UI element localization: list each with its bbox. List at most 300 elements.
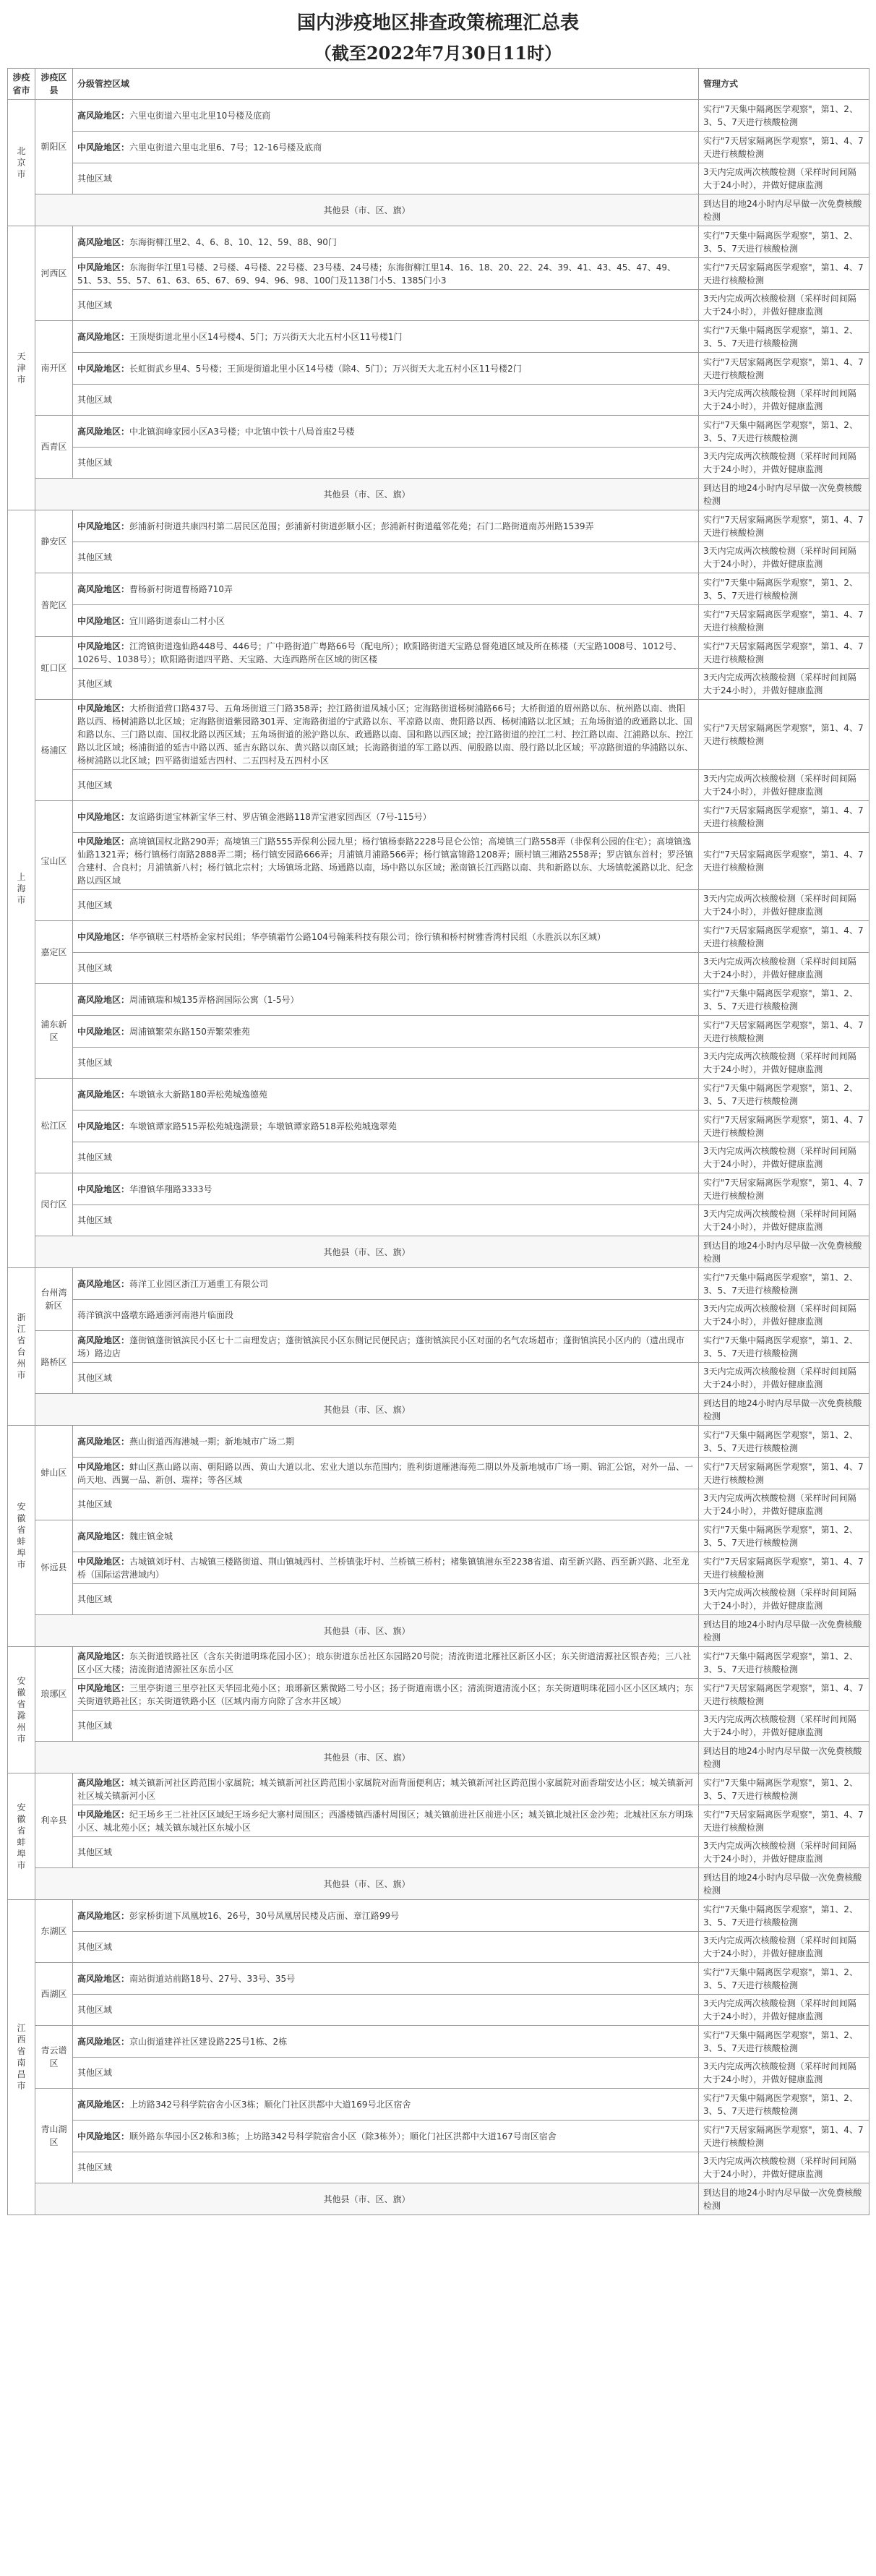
risk-level-label: 中风险地区： <box>77 1809 130 1820</box>
district-cell: 西青区 <box>35 416 73 479</box>
summary-method: 到达目的地24小时内尽早做一次免费核酸检测 <box>699 1236 869 1268</box>
summary-method: 到达目的地24小时内尽早做一次免费核酸检测 <box>699 1868 869 1900</box>
province-name: 北京市 <box>17 145 26 179</box>
district-cell: 台州湾新区 <box>35 1268 73 1331</box>
method-cell: 实行"7天居家隔离医学观察"，第1、4、7天进行核酸检测 <box>699 1458 869 1489</box>
table-row <box>8 1995 869 2026</box>
area-cell <box>73 510 699 542</box>
risk-level-label: 中风险地区： <box>77 811 130 822</box>
method-cell: 3天内完成两次核酸检测（采样时间间隔大于24小时），并做好健康监测 <box>699 163 869 194</box>
method-cell: 实行"7天集中隔离医学观察"，第1、2、3、5、7天进行核酸检测 <box>699 100 869 132</box>
area-text: 其他区域 <box>77 1215 113 1225</box>
summary-label: 其他县（市、区、旗） <box>35 194 699 226</box>
table-row <box>8 1142 869 1173</box>
table-row <box>8 385 869 416</box>
area-text: 其他区域 <box>77 1942 113 1952</box>
policy-sheet <box>7 7 869 2215</box>
area-text: 其他区域 <box>77 900 113 910</box>
table-row <box>8 921 869 953</box>
area-text: 蒋洋工业园区浙江万通重工有限公司 <box>129 1278 269 1289</box>
area-cell <box>73 448 699 479</box>
area-cell <box>73 801 699 833</box>
area-cell <box>73 1426 699 1458</box>
table-row <box>8 1489 869 1520</box>
risk-level-label: 高风险地区： <box>77 583 130 594</box>
risk-level-label: 高风险地区： <box>77 1531 130 1541</box>
header-area: 分级管控区域 <box>73 69 699 100</box>
risk-level-label: 中风险地区： <box>77 1556 130 1567</box>
area-cell <box>73 637 699 669</box>
method-cell: 实行"7天居家隔离医学观察"，第1、4、7天进行核酸检测 <box>699 1552 869 1584</box>
area-cell <box>73 1963 699 1995</box>
area-text: 其他区域 <box>77 1152 113 1163</box>
province-name: 江西省南昌市 <box>17 2023 26 2091</box>
area-text: 其他区域 <box>77 300 113 310</box>
area-text: 江湾镇街道逸仙路448号、446号；广中路街道广粤路66号（配电所）；欧阳路街道天宝路总督苑道区域及所在栋楼（天宝路1008号、1012号、1026号、1038号）；欧阳路街道四平路、天宝路、大连西路所在区域的街区楼 <box>77 641 682 664</box>
district-cell: 嘉定区 <box>35 921 73 984</box>
summary-method: 到达目的地24小时内尽早做一次免费核酸检测 <box>699 194 869 226</box>
method-cell: 实行"7天居家隔离医学观察"，第1、4、7天进行核酸检测 <box>699 637 869 669</box>
table-row <box>8 1963 869 1995</box>
area-text: 宜川路街道泰山二村小区 <box>129 615 226 626</box>
area-cell <box>73 226 699 258</box>
area-text: 长虹街武乡里4、5号楼；王顶堤街道北里小区14号楼（除4、5门）；万兴街天大北五村小区11号楼2门 <box>129 363 522 374</box>
province-cell <box>8 1647 35 1773</box>
area-text: 友谊路街道宝林新宝华三村、罗店镇金港路118弄宝港家园西区（7号-115号） <box>129 811 431 822</box>
method-cell: 3天内完成两次核酸检测（采样时间间隔大于24小时），并做好健康监测 <box>699 2152 869 2183</box>
method-cell: 实行"7天集中隔离医学观察"，第1、2、3、5、7天进行核酸检测 <box>699 1647 869 1679</box>
method-cell: 3天内完成两次核酸检测（采样时间间隔大于24小时），并做好健康监测 <box>699 1142 869 1173</box>
province-name: 安徽省滁州市 <box>17 1675 26 1744</box>
summary-method: 到达目的地24小时内尽早做一次免费核酸检测 <box>699 1742 869 1773</box>
table-row <box>8 1016 869 1048</box>
area-cell <box>73 605 699 637</box>
table-row <box>8 542 869 573</box>
area-text: 魏庄镇金城 <box>129 1531 173 1541</box>
area-cell <box>73 100 699 132</box>
area-cell <box>73 2058 699 2089</box>
table-row <box>8 1647 869 1679</box>
area-cell <box>73 833 699 890</box>
area-cell <box>73 1111 699 1142</box>
summary-method: 到达目的地24小时内尽早做一次免费核酸检测 <box>699 1394 869 1426</box>
province-cell <box>8 1426 35 1647</box>
area-cell <box>73 700 699 770</box>
summary-method: 到达目的地24小时内尽早做一次免费核酸检测 <box>699 1615 869 1647</box>
area-cell <box>73 1805 699 1837</box>
risk-level-label: 中风险地区： <box>77 1184 130 1194</box>
risk-level-label: 高风险地区： <box>77 1973 130 1984</box>
risk-level-label: 中风险地区： <box>77 641 130 651</box>
method-cell: 实行"7天居家隔离医学观察"，第1、4、7天进行核酸检测 <box>699 510 869 542</box>
method-cell: 实行"7天集中隔离医学观察"，第1、2、3、5、7天进行核酸检测 <box>699 1331 869 1363</box>
district-cell: 杨浦区 <box>35 700 73 801</box>
area-cell <box>73 1584 699 1615</box>
area-text: 其他区域 <box>77 2162 113 2173</box>
area-text: 其他区域 <box>77 552 113 562</box>
area-cell <box>73 573 699 605</box>
area-cell <box>73 1647 699 1679</box>
province-cell <box>8 226 35 510</box>
risk-level-label: 中风险地区： <box>77 521 130 531</box>
district-cell: 朝阳区 <box>35 100 73 194</box>
area-cell <box>73 1679 699 1711</box>
area-cell <box>73 1142 699 1173</box>
area-text: 中北镇润峰家园小区A3号楼；中北镇中铁十八局首座2号楼 <box>129 426 355 437</box>
district-cell: 琅琊区 <box>35 1647 73 1742</box>
method-cell: 3天内完成两次核酸检测（采样时间间隔大于24小时），并做好健康监测 <box>699 1837 869 1868</box>
risk-level-label: 中风险地区： <box>77 1682 130 1693</box>
district-cell: 南开区 <box>35 321 73 416</box>
risk-level-label: 高风险地区： <box>77 994 130 1005</box>
district-cell: 闵行区 <box>35 1173 73 1236</box>
area-text: 南站街道站前路18号、27号、33号、35号 <box>129 1973 296 1984</box>
header-row <box>8 69 869 100</box>
risk-level-label: 高风险地区： <box>77 426 130 437</box>
table-row <box>8 1805 869 1837</box>
method-cell: 实行"7天居家隔离医学观察"，第1、4、7天进行核酸检测 <box>699 2121 869 2152</box>
table-row <box>8 1584 869 1615</box>
area-cell <box>73 1363 699 1394</box>
area-text: 东海街华江里1号楼、2号楼、4号楼、22号楼、23号楼、24号楼；东海街柳江里14、16、18、20、22、24、39、41、43、45、47、49、51、53、55、57、61、63、65、67、69、94、96、98、100门及1138门小5、1385门小3 <box>77 262 676 286</box>
summary-label: 其他县（市、区、旗） <box>35 1868 699 1900</box>
risk-level-label: 高风险地区： <box>77 2036 130 2047</box>
table-row <box>8 1711 869 1742</box>
method-cell: 3天内完成两次核酸检测（采样时间间隔大于24小时），并做好健康监测 <box>699 2058 869 2089</box>
table-row <box>8 1331 869 1363</box>
method-cell: 3天内完成两次核酸检测（采样时间间隔大于24小时），并做好健康监测 <box>699 1995 869 2026</box>
district-cell: 松江区 <box>35 1079 73 1173</box>
area-cell <box>73 953 699 984</box>
table-row <box>8 1458 869 1489</box>
table-row <box>8 1079 869 1111</box>
area-cell <box>73 321 699 353</box>
area-text: 华亭镇联三村塔桥金家村民组；华亭镇霜竹公路104号翰莱科技有限公司；徐行镇和桥村树雅香湾村民组（永胜浜以东区域） <box>129 931 606 942</box>
table-row <box>8 605 869 637</box>
page-title: 国内涉疫地区排查政策梳理汇总表 <box>296 12 579 34</box>
table-row <box>8 226 869 258</box>
area-text: 其他区域 <box>77 174 113 184</box>
policy-table-body <box>8 100 869 2215</box>
risk-level-label: 高风险地区： <box>77 236 130 247</box>
summary-row <box>8 2183 869 2215</box>
area-text: 车墩镇永大新路180弄松苑城逸德苑 <box>129 1089 267 1100</box>
risk-level-label: 高风险地区： <box>77 1089 130 1100</box>
area-text: 其他区域 <box>77 679 113 689</box>
summary-row <box>8 1615 869 1647</box>
area-cell <box>73 1711 699 1742</box>
area-text: 其他区域 <box>77 1058 113 1068</box>
method-cell: 实行"7天居家隔离医学观察"，第1、4、7天进行核酸检测 <box>699 1016 869 1048</box>
header-method: 管理方式 <box>699 69 869 100</box>
area-text: 彭浦新村街道共康四村第二居民区范围；彭浦新村街道彭顺小区；彭浦新村街道蕴邻花苑；石门二路街道南苏州路1539弄 <box>129 521 594 531</box>
district-cell: 怀远县 <box>35 1520 73 1615</box>
province-name: 天津市 <box>17 351 26 385</box>
method-cell: 3天内完成两次核酸检测（采样时间间隔大于24小时），并做好健康监测 <box>699 1711 869 1742</box>
area-cell <box>73 1552 699 1584</box>
summary-row <box>8 1742 869 1773</box>
table-row <box>8 2121 869 2152</box>
table-row <box>8 258 869 290</box>
table-row <box>8 2089 869 2121</box>
method-cell: 实行"7天集中隔离医学观察"，第1、2、3、5、7天进行核酸检测 <box>699 1520 869 1552</box>
area-cell <box>73 1048 699 1079</box>
method-cell: 实行"7天居家隔离医学观察"，第1、4、7天进行核酸检测 <box>699 1679 869 1711</box>
header-district: 涉疫区县 <box>35 69 73 100</box>
summary-label: 其他县（市、区、旗） <box>35 1742 699 1773</box>
area-cell <box>73 2121 699 2152</box>
area-cell <box>73 258 699 290</box>
area-cell <box>73 1932 699 1963</box>
method-cell: 实行"7天居家隔离医学观察"，第1、4、7天进行核酸检测 <box>699 1173 869 1205</box>
area-text: 其他区域 <box>77 2068 113 2078</box>
risk-level-label: 中风险地区： <box>77 1461 130 1472</box>
area-text: 高境镇国权北路290弄；高境镇三门路555弄保利公园九里；杨行镇杨泰路2228号昆仑公馆；高境镇三门路558弄（非保利公园的住宅）；高境镇逸仙路1321弄；杨行镇杨行南路2888弄二期；杨行镇安园路666弄；月浦镇月浦路566弄；杨行镇富锦路1208弄；顾村镇三湘路2558弄；罗店镇东首村；罗泾镇合建村、合良村；月浦镇新八村；杨行镇北宗村；大场镇场北路、场通路以南，场中路以东区域；淞南镇长江西路以南、共和新路以东、大场镇乾溪路以北、纪念路以西区域 <box>77 836 694 886</box>
risk-level-label: 中风险地区： <box>77 262 130 273</box>
province-name: 安徽省蚌埠市 <box>17 1802 26 1870</box>
method-cell: 实行"7天集中隔离医学观察"，第1、2、3、5、7天进行核酸检测 <box>699 984 869 1016</box>
summary-row <box>8 1394 869 1426</box>
risk-level-label: 中风险地区： <box>77 1026 130 1037</box>
area-text: 车墩镇谭家路515弄松苑城逸湖景；车墩镇谭家路518弄松苑城逸翠苑 <box>129 1121 397 1131</box>
table-row <box>8 953 869 984</box>
summary-label: 其他县（市、区、旗） <box>35 1615 699 1647</box>
area-text: 其他区域 <box>77 1499 113 1510</box>
area-cell <box>73 2089 699 2121</box>
district-cell: 青云谱区 <box>35 2026 73 2089</box>
method-cell: 实行"7天集中隔离医学观察"，第1、2、3、5、7天进行核酸检测 <box>699 1268 869 1300</box>
method-cell: 3天内完成两次核酸检测（采样时间间隔大于24小时），并做好健康监测 <box>699 542 869 573</box>
area-text: 三里亭街道三里亭社区天华园北苑小区；琅琊新区紫微路二号小区；扬子街道南谯小区；清流街道清流小区；东关街道明珠花园小区小区区域内；东关街道铁路社区；东关街道铁路小区（区域内南方向除了含水井区域） <box>77 1682 694 1706</box>
table-row <box>8 1932 869 1963</box>
area-text: 京山街道建祥社区建设路225号1栋、2栋 <box>129 2036 288 2047</box>
method-cell: 实行"7天集中隔离医学观察"，第1、2、3、5、7天进行核酸检测 <box>699 416 869 448</box>
risk-level-label: 高风险地区： <box>77 331 130 342</box>
method-cell: 3天内完成两次核酸检测（采样时间间隔大于24小时），并做好健康监测 <box>699 1300 869 1331</box>
method-cell: 3天内完成两次核酸检测（采样时间间隔大于24小时），并做好健康监测 <box>699 1932 869 1963</box>
method-cell: 实行"7天集中隔离医学观察"，第1、2、3、5、7天进行核酸检测 <box>699 1963 869 1995</box>
area-text: 其他区域 <box>77 780 113 790</box>
summary-label: 其他县（市、区、旗） <box>35 1236 699 1268</box>
area-text: 其他区域 <box>77 963 113 973</box>
district-cell: 利辛县 <box>35 1773 73 1868</box>
risk-level-label: 中风险地区： <box>77 363 130 374</box>
summary-row <box>8 1236 869 1268</box>
area-cell <box>73 890 699 921</box>
table-row <box>8 1111 869 1142</box>
risk-level-label: 中风险地区： <box>77 142 130 153</box>
area-text: 纪王场乡王二社社区区域纪王场乡纪大寨村周围区；西潘楼镇西潘村周围区；城关镇前进社区前进小区；城关镇北城社区金沙苑；北城社区东方明珠小区、城北苑小区；城关镇东城社区东城小区 <box>77 1809 694 1833</box>
area-cell <box>73 1268 699 1300</box>
summary-row <box>8 1868 869 1900</box>
table-row <box>8 510 869 542</box>
method-cell: 3天内完成两次核酸检测（采样时间间隔大于24小时），并做好健康监测 <box>699 890 869 921</box>
method-cell: 3天内完成两次核酸检测（采样时间间隔大于24小时），并做好健康监测 <box>699 1489 869 1520</box>
area-text: 燕山街道西海港城一期；新地城市广场二期 <box>129 1436 295 1447</box>
area-text: 蚌山区燕山路以南、朝阳路以西、黄山大道以北、宏业大道以东范围内；胜利街道雁港海苑二期以外及新地城市广场一期、锦汇公馆，对外一品、一尚天地、西翼一品、新创、瑞祥；等各区域 <box>77 1461 694 1485</box>
area-cell <box>73 1079 699 1111</box>
method-cell: 3天内完成两次核酸检测（采样时间间隔大于24小时），并做好健康监测 <box>699 1584 869 1615</box>
area-cell <box>73 669 699 700</box>
header-province: 涉疫省市 <box>8 69 35 100</box>
area-cell <box>73 1900 699 1932</box>
district-cell: 蚌山区 <box>35 1426 73 1520</box>
area-text: 曹杨新村街道曹杨路710弄 <box>129 583 233 594</box>
table-row <box>8 573 869 605</box>
method-cell: 实行"7天集中隔离医学观察"，第1、2、3、5、7天进行核酸检测 <box>699 573 869 605</box>
table-row <box>8 1363 869 1394</box>
district-cell: 青山湖区 <box>35 2089 73 2183</box>
area-text: 周浦镇瑞和城135弄格润国际公寓（1-5号） <box>129 994 299 1005</box>
province-cell <box>8 510 35 1268</box>
table-row <box>8 321 869 353</box>
area-cell <box>73 1205 699 1236</box>
area-text: 周浦镇繁荣东路150弄繁荣雅苑 <box>129 1026 250 1037</box>
table-row <box>8 1426 869 1458</box>
area-cell <box>73 1016 699 1048</box>
summary-label: 其他县（市、区、旗） <box>35 479 699 510</box>
table-row <box>8 100 869 132</box>
district-cell: 路桥区 <box>35 1331 73 1394</box>
method-cell: 实行"7天集中隔离医学观察"，第1、2、3、5、7天进行核酸检测 <box>699 1079 869 1111</box>
table-row <box>8 1205 869 1236</box>
method-cell: 实行"7天集中隔离医学观察"，第1、2、3、5、7天进行核酸检测 <box>699 321 869 353</box>
table-row <box>8 637 869 669</box>
area-cell <box>73 984 699 1016</box>
risk-level-label: 中风险地区： <box>77 615 130 626</box>
risk-level-label: 高风险地区： <box>77 1910 130 1921</box>
province-name: 浙江省台州市 <box>17 1312 26 1380</box>
method-cell: 3天内完成两次核酸检测（采样时间间隔大于24小时），并做好健康监测 <box>699 669 869 700</box>
table-row <box>8 1300 869 1331</box>
area-text: 顺外路东华园小区2栋和3栋；上坊路342号科学院宿舍小区（除3栋外）；顺化门社区洪都中大道167号南区宿舍 <box>129 2131 557 2141</box>
summary-method: 到达目的地24小时内尽早做一次免费核酸检测 <box>699 2183 869 2215</box>
table-row <box>8 833 869 890</box>
area-text: 东海街柳江里2、4、6、8、10、12、59、88、90门 <box>129 236 337 247</box>
area-cell <box>73 1173 699 1205</box>
table-row <box>8 1900 869 1932</box>
method-cell: 3天内完成两次核酸检测（采样时间间隔大于24小时），并做好健康监测 <box>699 290 869 321</box>
method-cell: 实行"7天居家隔离医学观察"，第1、4、7天进行核酸检测 <box>699 801 869 833</box>
method-cell: 实行"7天居家隔离医学观察"，第1、4、7天进行核酸检测 <box>699 1805 869 1837</box>
table-row <box>8 984 869 1016</box>
area-cell <box>73 353 699 385</box>
method-cell: 3天内完成两次核酸检测（采样时间间隔大于24小时），并做好健康监测 <box>699 1048 869 1079</box>
district-cell: 浦东新区 <box>35 984 73 1079</box>
summary-row <box>8 479 869 510</box>
area-text: 六里屯街道六里屯北里10号楼及底商 <box>129 110 271 121</box>
method-cell: 实行"7天集中隔离医学观察"，第1、2、3、5、7天进行核酸检测 <box>699 1900 869 1932</box>
summary-label: 其他县（市、区、旗） <box>35 2183 699 2215</box>
area-text: 东关街道铁路社区（含东关街道明珠花园小区）；琅东街道东岳社区东园路20号院；清流街道北雁社区新区小区；东关街道清源社区银杏苑；三八社区小区大楼；清流街道清源社区东岳小区 <box>77 1651 692 1674</box>
summary-label: 其他县（市、区、旗） <box>35 1394 699 1426</box>
area-text: 城关镇新河社区跨范围小家属院；城关镇新河社区跨范围小家属院对面背面便利店；城关镇新河社区跨范围小家属院对面香瑞安达小区；城关镇新河社区城关镇新河小区 <box>77 1777 694 1801</box>
method-cell: 3天内完成两次核酸检测（采样时间间隔大于24小时），并做好健康监测 <box>699 385 869 416</box>
summary-method: 到达目的地24小时内尽早做一次免费核酸检测 <box>699 479 869 510</box>
table-row <box>8 353 869 385</box>
area-text: 蒋洋镇滨中盛墩东路通浙河南港片临面段 <box>77 1310 234 1320</box>
method-cell: 3天内完成两次核酸检测（采样时间间隔大于24小时），并做好健康监测 <box>699 953 869 984</box>
risk-level-label: 中风险地区： <box>77 931 130 942</box>
table-row <box>8 1173 869 1205</box>
risk-level-label: 高风险地区： <box>77 1436 130 1447</box>
method-cell: 实行"7天集中隔离医学观察"，第1、2、3、5、7天进行核酸检测 <box>699 226 869 258</box>
table-row <box>8 448 869 479</box>
district-cell: 宝山区 <box>35 801 73 921</box>
area-cell <box>73 1995 699 2026</box>
area-text: 其他区域 <box>77 1373 113 1383</box>
province-name: 安徽省蚌埠市 <box>17 1502 26 1570</box>
table-row <box>8 2152 869 2183</box>
province-cell <box>8 1773 35 1900</box>
risk-level-label: 中风险地区： <box>77 1121 130 1131</box>
district-cell: 虹口区 <box>35 637 73 700</box>
policy-table <box>7 68 869 2215</box>
method-cell: 实行"7天居家隔离医学观察"，第1、4、7天进行核酸检测 <box>699 1111 869 1142</box>
area-cell <box>73 1489 699 1520</box>
table-row <box>8 2026 869 2058</box>
area-cell <box>73 163 699 194</box>
area-text: 其他区域 <box>77 1847 113 1857</box>
district-cell: 普陀区 <box>35 573 73 637</box>
area-cell <box>73 1520 699 1552</box>
risk-level-label: 高风险地区： <box>77 110 130 121</box>
area-text: 其他区域 <box>77 1721 113 1731</box>
area-cell <box>73 1773 699 1805</box>
table-row <box>8 1773 869 1805</box>
area-text: 古城镇刘圩村、古城镇三楼路街道、荆山镇城西村、兰桥镇张圩村、兰桥镇三桥村；褚集镇镇港东至2238省道、南至新兴路、西至新兴路、北至龙桥（国际运营港域内） <box>77 1556 690 1580</box>
table-row <box>8 1048 869 1079</box>
method-cell: 实行"7天居家隔离医学观察"，第1、4、7天进行核酸检测 <box>699 921 869 953</box>
district-cell: 西湖区 <box>35 1963 73 2026</box>
area-cell <box>73 1300 699 1331</box>
district-cell: 静安区 <box>35 510 73 573</box>
risk-level-label: 高风险地区： <box>77 1278 130 1289</box>
method-cell: 3天内完成两次核酸检测（采样时间间隔大于24小时），并做好健康监测 <box>699 1363 869 1394</box>
district-cell: 河西区 <box>35 226 73 321</box>
method-cell: 3天内完成两次核酸检测（采样时间间隔大于24小时），并做好健康监测 <box>699 448 869 479</box>
area-cell <box>73 1458 699 1489</box>
area-cell <box>73 2152 699 2183</box>
table-row <box>8 801 869 833</box>
risk-level-label: 高风险地区： <box>77 1335 130 1345</box>
province-cell <box>8 1268 35 1426</box>
table-row <box>8 770 869 801</box>
table-row <box>8 1268 869 1300</box>
table-row <box>8 700 869 770</box>
area-cell <box>73 1331 699 1363</box>
area-cell <box>73 132 699 163</box>
method-cell: 实行"7天居家隔离医学观察"，第1、4、7天进行核酸检测 <box>699 833 869 890</box>
method-cell: 实行"7天居家隔离医学观察"，第1、4、7天进行核酸检测 <box>699 132 869 163</box>
table-row <box>8 1552 869 1584</box>
risk-level-label: 高风险地区： <box>77 2099 130 2110</box>
table-row <box>8 1679 869 1711</box>
area-text: 其他区域 <box>77 2005 113 2015</box>
area-text: 其他区域 <box>77 458 113 468</box>
table-row <box>8 163 869 194</box>
table-row <box>8 1520 869 1552</box>
area-cell <box>73 770 699 801</box>
table-row <box>8 1837 869 1868</box>
risk-level-label: 高风险地区： <box>77 1777 130 1788</box>
province-name: 上海市 <box>17 872 26 905</box>
method-cell: 实行"7天居家隔离医学观察"，第1、4、7天进行核酸检测 <box>699 700 869 770</box>
method-cell: 实行"7天集中隔离医学观察"，第1、2、3、5、7天进行核酸检测 <box>699 1426 869 1458</box>
table-row <box>8 290 869 321</box>
table-row <box>8 669 869 700</box>
method-cell: 实行"7天居家隔离医学观察"，第1、4、7天进行核酸检测 <box>699 353 869 385</box>
